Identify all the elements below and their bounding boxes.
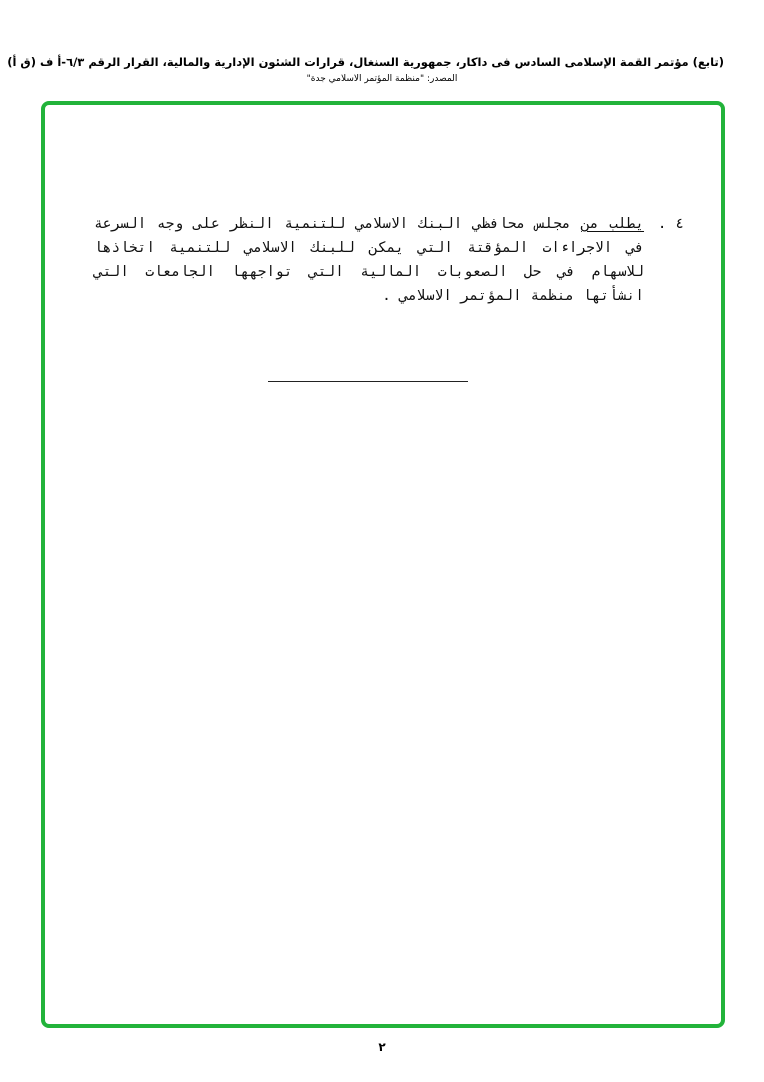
item-number: ٤ .	[657, 216, 684, 232]
page-header	[7, 54, 724, 86]
resolution-item	[94, 212, 684, 308]
end-divider	[268, 381, 468, 382]
header-source: المصدر: "منظمة المؤتمر الاسلامي جدة"	[306, 74, 458, 84]
item-text	[94, 212, 644, 308]
header-title: (تابع) مؤتمر القمة الإسلامى السادس فى داكار، جمهورية السنغال، قرارات الشئون الإدارية والمالية، القرار الرقم ٦/٣-أ ف (ق أ)	[7, 55, 724, 69]
page-number: ٢	[378, 1040, 386, 1054]
item-lead-underlined: يطلب من	[581, 216, 645, 232]
item-body: مجلس محافظي البنك الاسلامي للتنمية النظر على وجه السرعة في الاجراءات المؤقتة التي يمكن للبنك الاسلامي للتنمية اتخاذها للاسهام في حل الصعوبات المالية التي تواجهها الجامعات التي انشأتها منظمة المؤتمر الاسلامي .	[94, 216, 644, 304]
resolution-item-row	[94, 212, 684, 308]
